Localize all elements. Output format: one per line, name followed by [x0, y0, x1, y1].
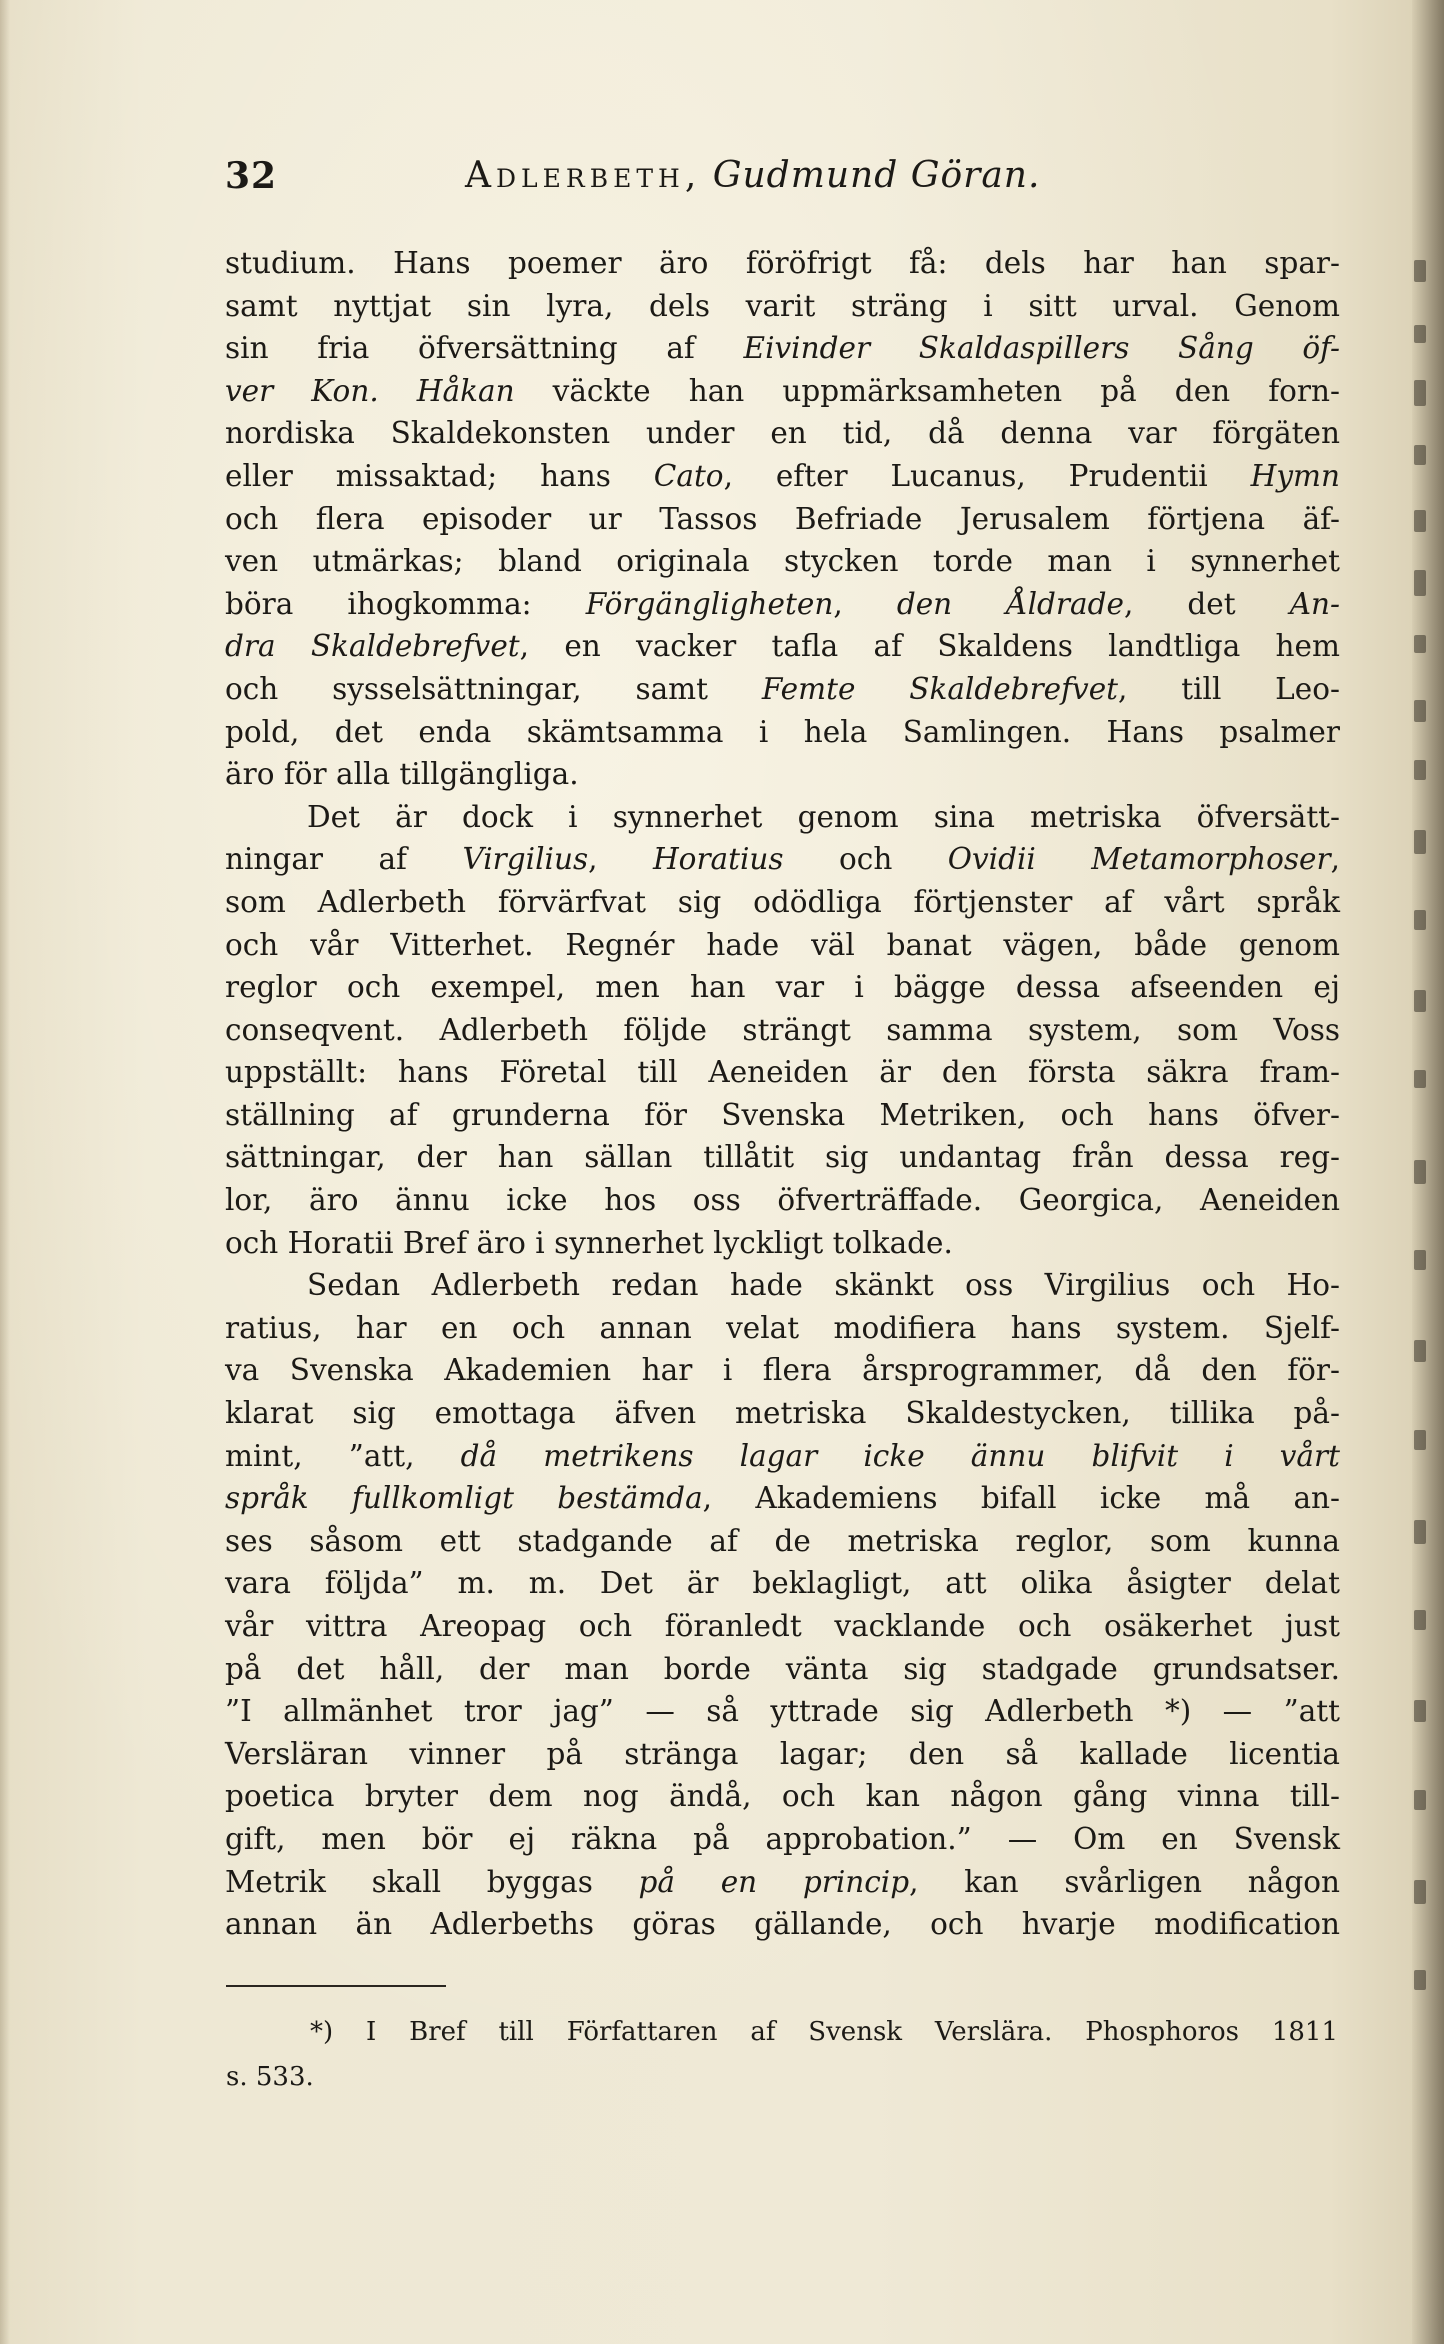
text-line: gift, men bör ej räkna på approbation.” — Om en Svensk: [225, 1821, 1340, 1856]
italic-title: Ovidii Metamorphoser: [947, 842, 1331, 877]
text-line: va Svenska Akademien har i flera årsprogrammer, då den för-: [225, 1353, 1340, 1388]
text-line: vara följda” m. m. Det är beklagligt, att olika åsigter delat: [225, 1566, 1340, 1601]
text-line: Versläran vinner på stränga lagar; den så kallade licentia: [225, 1736, 1340, 1771]
page-left-edge: [0, 0, 10, 2344]
text-line: conseqvent. Adlerbeth följde strängt samma system, som Voss: [225, 1012, 1340, 1047]
italic-title: Horatius: [652, 842, 784, 877]
text-line: på det håll, der man borde vänta sig stadgade grundsatser.: [225, 1651, 1340, 1686]
text-line: studium. Hans poemer äro föröfrigt få: dels har han spar-: [225, 246, 1340, 280]
running-head-title: [465, 155, 1040, 196]
text-line: dra Skaldebrefvet, en vacker tafla af Skaldens landtliga hem: [225, 629, 1340, 664]
italic-quote: då metrikens lagar icke ännu blifvit i vårt: [460, 1438, 1340, 1473]
text-line: ven utmärkas; bland originala stycken torde man i synnerhet: [225, 544, 1340, 579]
text-line: poetica bryter dem nog ändå, och kan någon gång vinna till-: [225, 1779, 1340, 1814]
text-line: annan än Adlerbeths göras gällande, och hvarje modification: [225, 1907, 1340, 1942]
author-surname: Adlerbeth,: [465, 155, 702, 196]
text-line: språk fullkomligt bestämda, Akademiens bifall icke må an-: [225, 1481, 1341, 1516]
italic-quote: språk fullkomligt bestämda: [225, 1481, 703, 1516]
facing-page-bleed: [1414, 230, 1440, 2030]
body-text: [225, 242, 1340, 1946]
italic-title: Eivinder Skaldaspillers Sång öf-: [743, 331, 1340, 366]
italic-phrase: på en princip: [638, 1864, 910, 1899]
text-line: och Horatii Bref äro i synnerhet lyckligt tolkade.: [225, 1225, 953, 1260]
text-line: reglor och exempel, men han var i bägge dessa afseenden ej: [225, 970, 1340, 1005]
text-line: ver Kon. Håkan väckte han uppmärksamheten på den forn-: [225, 373, 1340, 408]
text-line: vår vittra Areopag och föranledt vacklande och osäkerhet just: [225, 1609, 1340, 1643]
text-line: Det är dock i synnerhet genom sina metriska öfversätt-: [307, 799, 1340, 834]
footnote-line: *) I Bref till Författaren af Svensk Verslära. Phosphoros 1811: [310, 2017, 1338, 2047]
italic-title: Virgilius: [462, 842, 589, 877]
page-number: 32: [225, 155, 278, 197]
text-line: och sysselsättningar, samt Femte Skaldebrefvet, till Leo-: [225, 671, 1340, 706]
text-line: och flera episoder ur Tassos Befriade Jerusalem förtjena äf-: [225, 501, 1340, 536]
text-line: ratius, har en och annan velat modifiera hans system. Sjelf-: [225, 1310, 1340, 1345]
author-given-names: Gudmund Göran.: [712, 155, 1041, 196]
text-line: ningar af Virgilius, Horatius och Ovidii Metamorphoser,: [225, 842, 1340, 877]
text-line: klarat sig emottaga äfven metriska Skaldestycken, tillika på-: [225, 1396, 1340, 1431]
text-line: pold, det enda skämtsamma i hela Samlingen. Hans psalmer: [225, 714, 1340, 749]
text-line: eller missaktad; hans Cato, efter Lucanus, Prudentii Hymn: [225, 458, 1340, 493]
text-line: Sedan Adlerbeth redan hade skänkt oss Virgilius och Ho-: [307, 1268, 1340, 1303]
italic-title: Cato: [653, 458, 724, 493]
text-line: ses såsom ett stadgande af de metriska reglor, som kunna: [225, 1523, 1340, 1558]
text-line: och vår Vitterhet. Regnér hade väl banat vägen, både genom: [225, 927, 1340, 962]
text-line: äro för alla tillgängliga.: [225, 757, 579, 792]
italic-title: ver Kon.: [225, 373, 379, 408]
text-line: mint, ”att, då metrikens lagar icke ännu blifvit i vårt: [225, 1438, 1340, 1473]
text-line: uppställt: hans Företal till Aeneiden är den första säkra fram-: [225, 1055, 1340, 1090]
footnote-line: s. 533.: [226, 2062, 314, 2092]
text-line: lor, äro ännu icke hos oss öfverträffade. Georgica, Aeneiden: [225, 1183, 1340, 1218]
italic-title: dra Skaldebrefvet: [225, 629, 520, 664]
running-header: [225, 155, 1340, 215]
italic-title: Förgängligheten: [585, 586, 834, 621]
text-line: ställning af grunderna för Svenska Metriken, och hans öfver-: [225, 1097, 1340, 1132]
italic-title: Femte Skaldebrefvet: [761, 671, 1119, 706]
italic-title: An-: [1289, 586, 1341, 621]
text-line: sin fria öfversättning af Eivinder Skaldaspillers Sång öf-: [225, 331, 1340, 366]
footnote-rule: [226, 1985, 446, 1987]
text-line: böra ihogkomma: Förgängligheten, den Åldrade, det An-: [225, 586, 1341, 621]
text-line: ”I allmänhet tror jag” — så yttrade sig Adlerbeth *) — ”att: [225, 1694, 1340, 1729]
text-line: sättningar, der han sällan tillåtit sig undantag från dessa reg-: [225, 1140, 1340, 1175]
italic-title: Hymn: [1250, 458, 1340, 493]
italic-title: Håkan: [416, 373, 515, 408]
footnote: [226, 2010, 1338, 2100]
italic-title: den Åldrade: [896, 586, 1124, 621]
text-line: Metrik skall byggas på en princip, kan svårligen någon: [225, 1864, 1340, 1899]
text-line: som Adlerbeth förvärfvat sig odödliga förtjenster af vårt språk: [225, 884, 1340, 919]
text-line: samt nyttjat sin lyra, dels varit sträng i sitt urval. Genom: [225, 288, 1340, 323]
text-line: nordiska Skaldekonsten under en tid, då denna var förgäten: [225, 416, 1340, 451]
